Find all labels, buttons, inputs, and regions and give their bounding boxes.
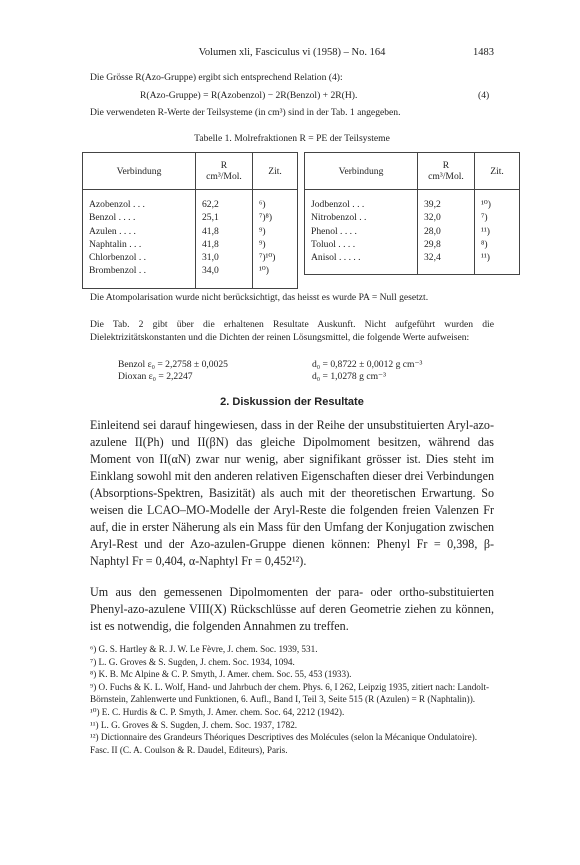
left-values [196, 190, 253, 289]
footnote: ⁷) L. G. Groves & S. Sugden, J. chem. Soc. 1934, 1094. [90, 656, 295, 667]
compound-name: Toluol . . . . [311, 238, 356, 250]
right-names [305, 190, 418, 275]
r-value: 41,8 [202, 238, 219, 250]
r-value: 32,4 [424, 252, 441, 264]
footnote: ⁶) G. S. Hartley & R. J. W. Le Fèvre, J. chem. Soc. 1939, 531. [90, 644, 318, 654]
benzol-density: d₀ = 0,8722 ± 0,0012 g cm⁻³ [312, 359, 423, 370]
footnote: ¹¹) L. G. Groves & S. Sugden, J. chem. Soc. 1937, 1782. [90, 719, 298, 730]
reference-mark: ⁸) [481, 238, 488, 250]
reference-mark: ¹⁰) [481, 199, 491, 210]
reference-mark: ⁹) [259, 225, 266, 237]
discussion-paragraph-1: Einleitend sei darauf hingewiesen, dass in der Reihe der unsubstituierten Aryl-azo-azulene II(Ph) und II(βN) das gleiche Dipolmoment besitzen, während das Moment von II(αN) zwar nur wenig, aber signifikant grösser ist. Dies steht im Einklang sowohl mit den anderen relativen Eigenschaften dieser drei Verbindungen (Absorptions-Spektren, Basizität) als auch mit der theoretischen Erwartung. So weisen die LCAO–MO-Modelle der Aryl-Reste die folgenden freien Valenzen Fr auf, die in erster Näherung als ein Mass für den Umfang der Konjugation zwischen Aryl-Rest und der Azo-azulen-Gruppe dienen können: Phenyl Fr = 0,398, β-Naphtyl Fr = 0,404, α-Naphtyl Fr = 0,452¹²). [90, 418, 494, 568]
reference-mark: ⁹) [259, 238, 266, 250]
compound-name: Naphtalin . . . [89, 238, 142, 250]
header-compound: Verbindung [305, 153, 418, 190]
reference-mark: ¹¹) [481, 225, 490, 237]
right-values [418, 190, 475, 275]
left-refs [253, 190, 298, 289]
header-compound: Verbindung [83, 153, 196, 190]
reference-mark: ⁶) [259, 199, 266, 210]
equation-number: (4) [478, 90, 490, 101]
r-value: 62,2 [202, 199, 219, 210]
compound-name: Benzol . . . . [89, 212, 136, 224]
r-value: 31,0 [202, 252, 219, 264]
footnote: ⁹) O. Fuchs & K. L. Wolf, Hand- und Jahrbuch der chem. Phys. 6, I 262, Leipzig 1935, zitiert nach: Landolt-Börnstein, Zahlenwerte und Funktionen, 6. Aufl., Band I, Teil 3, Seite 515 (R (Azulen) = R (Naphtalin)). [90, 681, 490, 705]
table-right [304, 152, 520, 275]
intro-line-2: Die verwendeten R-Werte der Teilsysteme (in cm³) sind in der Tab. 1 angegeben. [90, 107, 401, 118]
compound-name: Brombenzol . . [89, 265, 147, 277]
left-names [83, 190, 196, 289]
note-table-2: Die Tab. 2 gibt über die erhaltenen Resultate Auskunft. Nicht aufgeführt wurden die Dielektrizitätskonstanten und die Dichten der reinen Lösungsmittel, die folgende Werte aufweisen: [90, 319, 494, 343]
intro-line: Die Grösse R(Azo-Gruppe) ergibt sich entsprechend Relation (4): [90, 72, 343, 83]
compound-name: Nitrobenzol . . [311, 212, 367, 224]
r-value: 32,0 [424, 212, 441, 224]
right-refs [475, 190, 520, 275]
r-value: 39,2 [424, 199, 441, 210]
header-zit: Zit. [475, 153, 520, 190]
header-r: R cm³/Mol. [418, 153, 475, 190]
compound-name: Jodbenzol . . . [311, 199, 365, 210]
reference-mark: ¹¹) [481, 252, 490, 264]
r-value: 25,1 [202, 212, 219, 224]
table-caption: Tabelle 1. Molrefraktionen R = PE der Teilsysteme [194, 133, 390, 144]
reference-mark: ⁷) [481, 212, 488, 224]
header-zit: Zit. [253, 153, 298, 190]
r-value: 34,0 [202, 265, 219, 277]
reference-mark: ¹⁰) [259, 265, 269, 277]
compound-name: Chlorbenzol . . [89, 252, 147, 264]
reference-mark: ⁷)¹⁰) [259, 252, 276, 264]
equation-4: R(Azo-Gruppe) = R(Azobenzol) − 2R(Benzol) + 2R(H). [140, 90, 358, 101]
note-atom-polarisation: Die Atompolarisation wurde nicht berücksichtigt, das heisst es wurde PA = Null gesetzt. [90, 292, 429, 303]
page-number: 1483 [473, 47, 494, 58]
footnotes [90, 643, 494, 756]
discussion-paragraph-2: Um aus den gemessenen Dipolmomenten der para- oder ortho-substituierten Phenyl-azo-azulene VIII(X) Rückschlüsse auf deren Geometrie ziehen zu können, ist es notwendig, die folgenden Annahmen zu treffen. [90, 585, 494, 633]
compound-name: Azulen . . . . [89, 225, 136, 237]
section-heading: 2. Diskussion der Resultate [220, 396, 364, 408]
compound-name: Phenol . . . . [311, 225, 357, 237]
dioxan-density: d₀ = 1,0278 g cm⁻³ [312, 371, 386, 382]
dioxan-epsilon: Dioxan ε₀ = 2,2247 [118, 371, 193, 382]
benzol-epsilon: Benzol ε₀ = 2,2758 ± 0,0025 [118, 359, 228, 370]
table-left [82, 152, 298, 289]
r-value: 41,8 [202, 225, 219, 237]
footnote: ⁸) K. B. Mc Alpine & C. P. Smyth, J. Amer. chem. Soc. 55, 453 (1933). [90, 669, 352, 680]
footnote: ¹²) Dictionnaire des Grandeurs Théoriques Descriptives des Molécules (selon la Mécanique Ondulatoire). Fasc. II (C. A. Coulson & R. Daudel, Editeurs), Paris. [90, 732, 478, 755]
r-value: 28,0 [424, 225, 441, 237]
r-value: 29,8 [424, 238, 441, 250]
header-r: R cm³/Mol. [196, 153, 253, 190]
footnote: ¹⁰) E. C. Hurdis & C. P. Smyth, J. Amer. chem. Soc. 64, 2212 (1942). [90, 706, 345, 717]
running-title: Volumen xli, Fasciculus vi (1958) – No. 164 [198, 47, 386, 58]
compound-name: Azobenzol . . . [89, 199, 145, 210]
reference-mark: ⁷)⁸) [259, 212, 273, 224]
compound-name: Anisol . . . . . [311, 252, 361, 264]
